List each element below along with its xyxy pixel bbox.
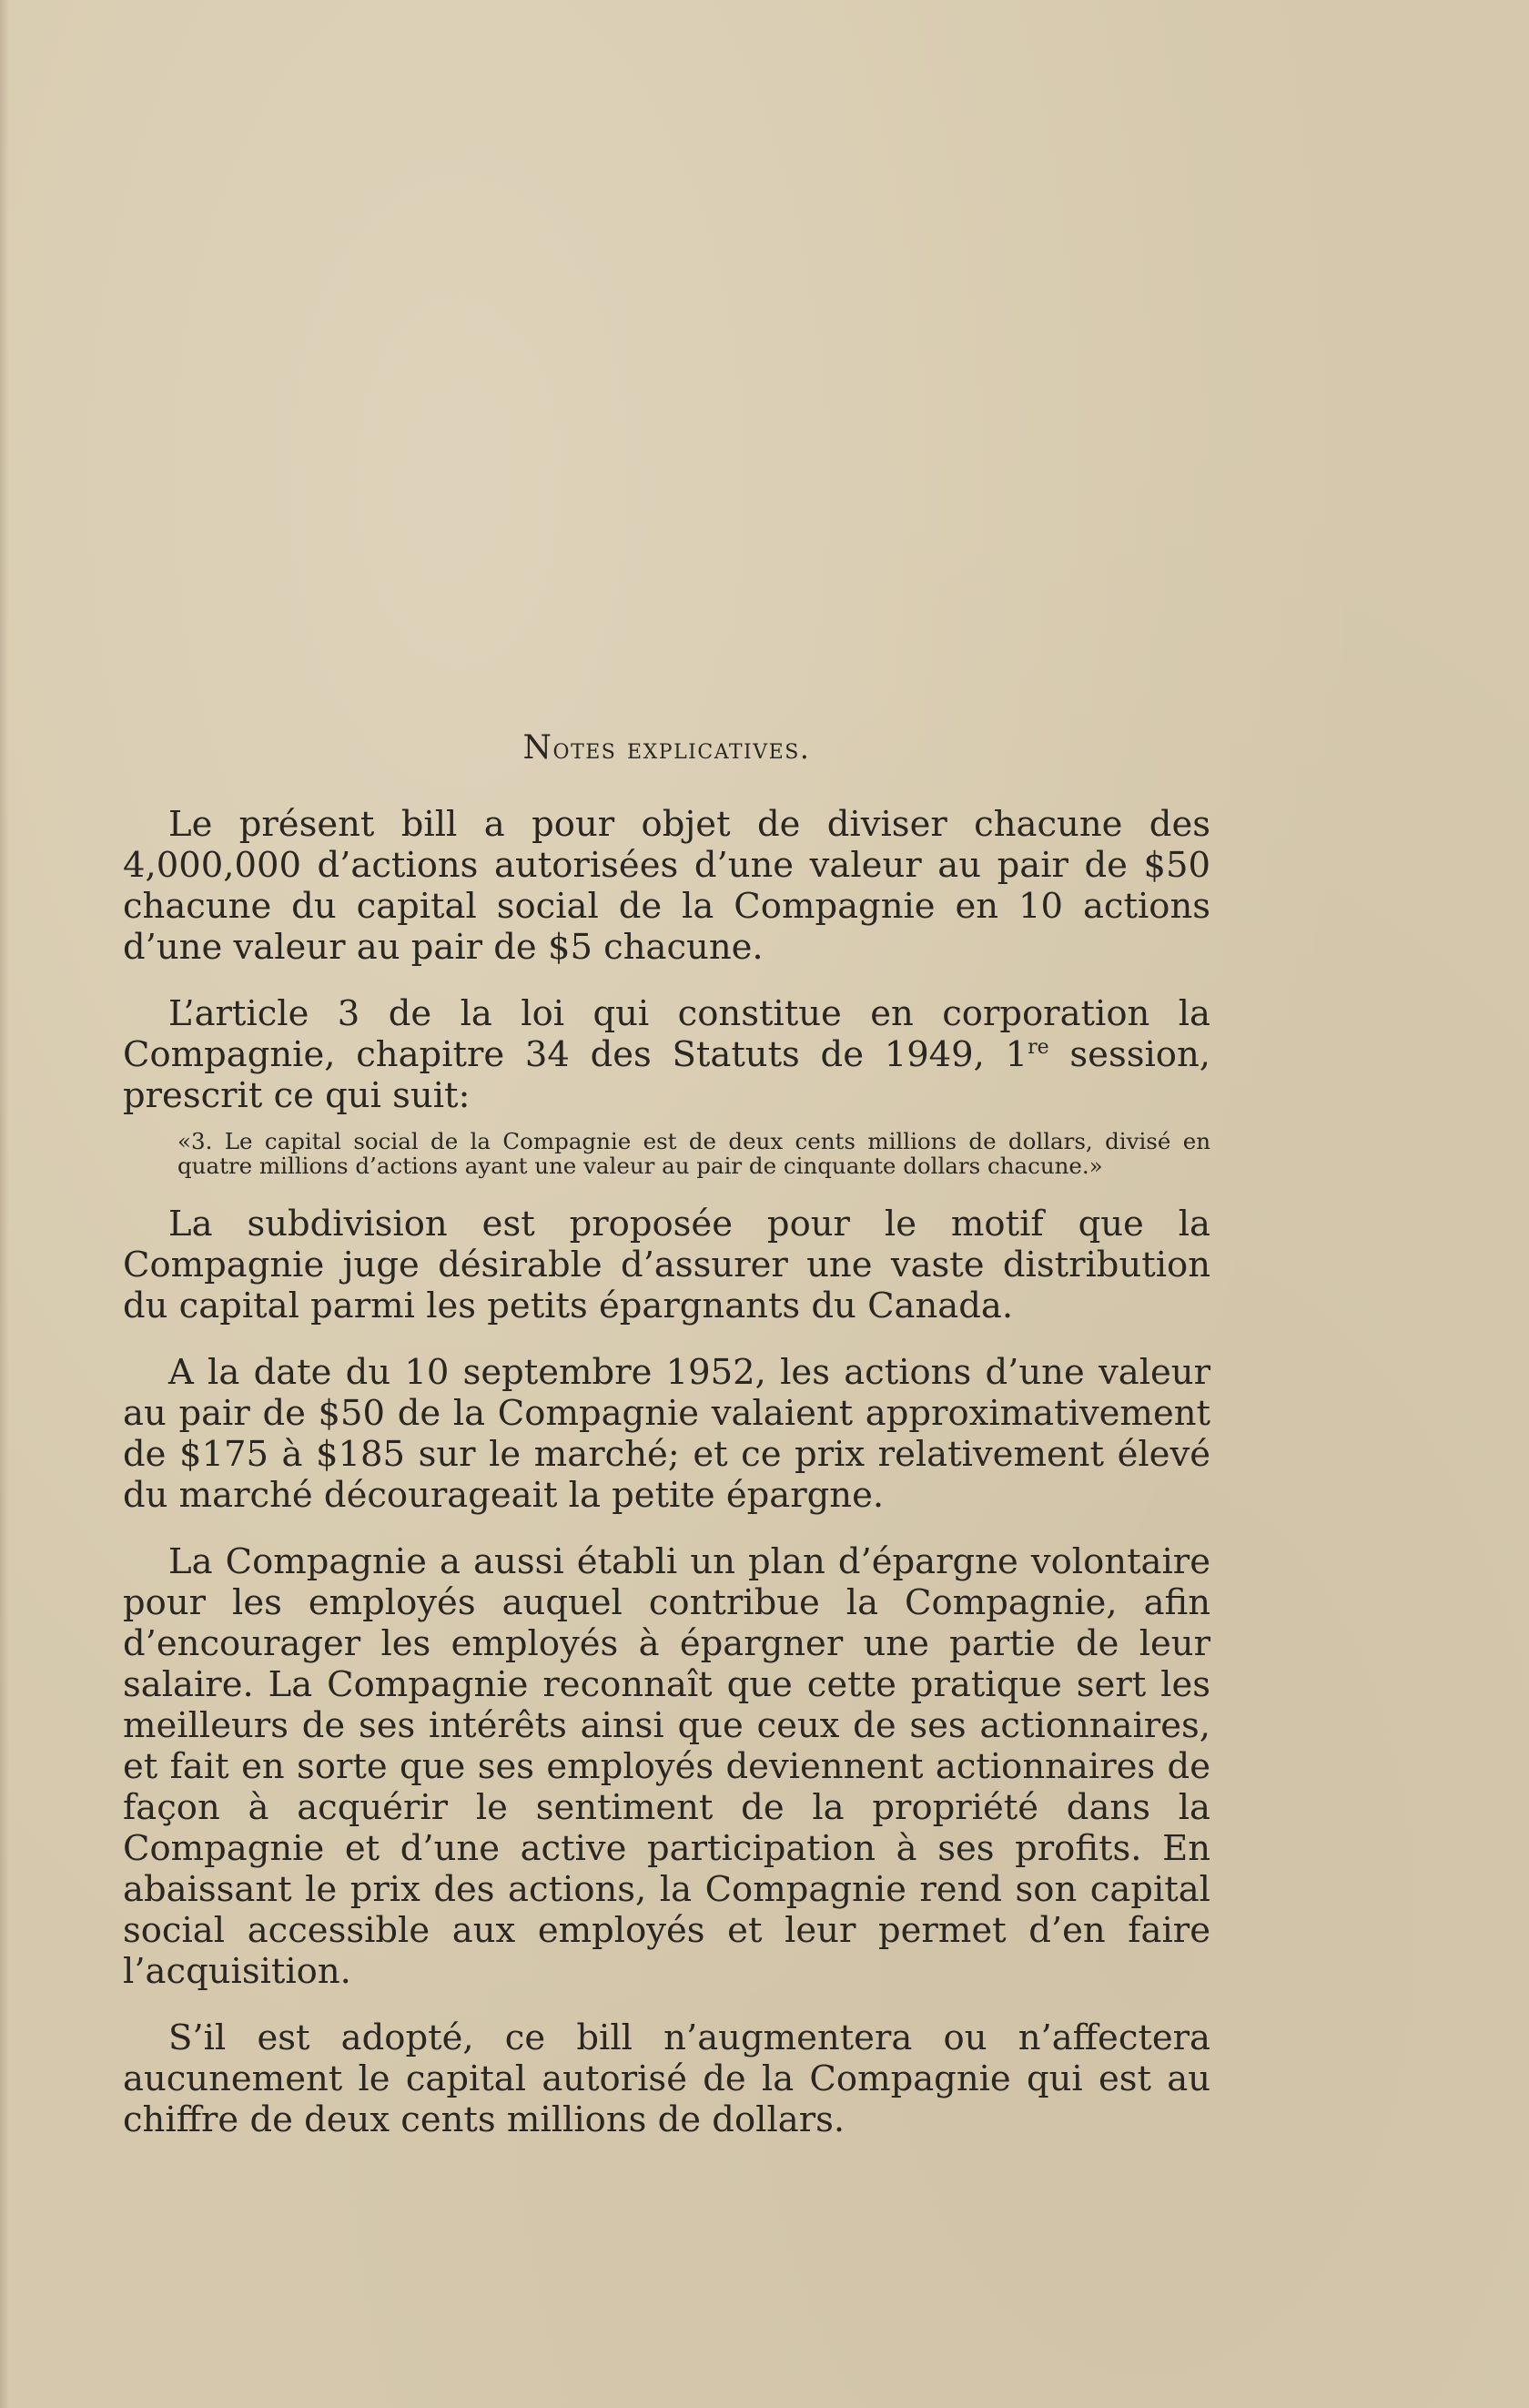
paragraph-purpose: Le présent bill a pour objet de diviser chacune des 4,000,000 d’actions autorisées d’une valeur au pair de $50 chacune du capital social de la Compagnie en 10 actions d’une valeur au pair de $5 chacune. bbox=[123, 804, 1210, 969]
article-text-before: L’article 3 de la loi qui constitue en corporation la Compagnie, chapitre 34 des Statuts de 1949, 1 bbox=[123, 993, 1210, 1076]
heading-rest: otes explicatives. bbox=[552, 731, 811, 766]
page-edge-shadow bbox=[0, 0, 9, 2408]
paragraph-capital-unaffected: S’il est adopté, ce bill n’augmentera ou n’affectera aucunement le capital autorisé de la Compagnie qui est au chiffre de deux cents millions de dollars. bbox=[123, 2017, 1210, 2141]
paragraph-savings-plan: La Compagnie a aussi établi un plan d’épargne volontaire pour les employés auquel contribue la Compagnie, afin d’encourager les employés à épargner une partie de leur salaire. La Compagnie reconnaît que cette pratique sert les meilleurs de ses intérêts ainsi que ceux de ses actionnaires, et fait en sorte que ses employés deviennent actionnaires de façon à acquérir le sentiment de la propriété dans la Compagnie et d’une active participation à ses profits. En abaissant le prix des actions, la Compagnie rend son capital social accessible aux employés et leur permet d’en faire l’acquisition. bbox=[123, 1541, 1210, 1993]
article-text-after: session, prescrit ce qui suit: bbox=[123, 1034, 1210, 1117]
paragraph-market-price: A la date du 10 septembre 1952, les actions d’une valeur au pair de $50 de la Compagnie valaient approximativement de $175 à $185 sur le marché; et ce prix relativement élevé du marché décourageait la petite épargne. bbox=[123, 1352, 1210, 1517]
heading-initial: N bbox=[522, 729, 553, 767]
paragraph-subdivision: La subdivision est proposée pour le motif que la Compagnie juge désirable d’assurer une vaste distribution du capital parmi les petits épargnants du Canada. bbox=[123, 1204, 1210, 1327]
paragraph-article-3 bbox=[123, 993, 1210, 1116]
section-heading bbox=[123, 728, 1210, 767]
quoted-section-3: «3. Le capital social de la Compagnie est de deux cents millions de dollars, divisé en quatre millions d’actions ayant une valeur au pair de cinquante dollars chacune.» bbox=[177, 1128, 1210, 1180]
document-content bbox=[123, 728, 1210, 2166]
ordinal-superscript: re bbox=[1028, 1036, 1049, 1060]
